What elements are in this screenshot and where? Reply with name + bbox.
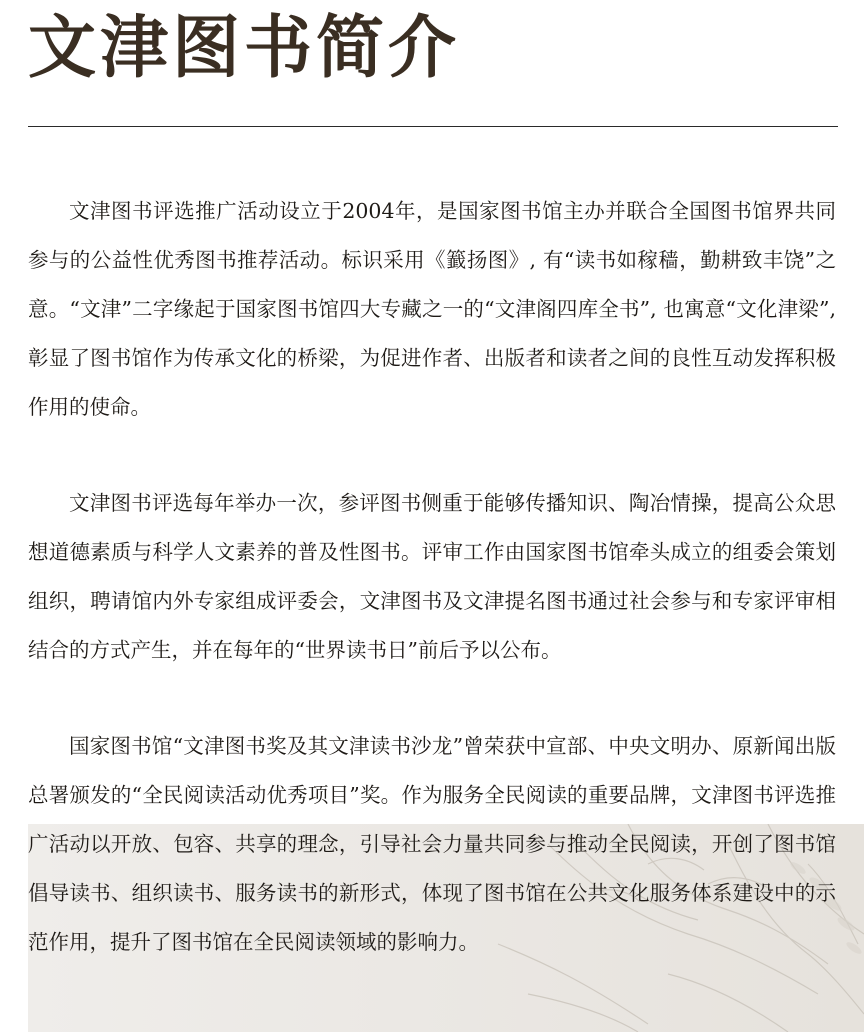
- intro-paragraph-1: 文津图书评选推广活动设立于2004年，是国家图书馆主办并联合全国图书馆界共同参与的公益性优秀图书推荐活动。标识采用《籖扬图》, 有“读书如稼穑，勤耕致丰饶”之意。“文津”二字缘起于国家图书馆四大专藏之一的“文津阁四库全书”, 也寓意“文化津梁”, 彰显了图书馆作为传承文化的桥梁，为促进作者、出版者和读者之间的良性互动发挥积极作用的使命。: [28, 199, 836, 419]
- intro-paragraph-2: 文津图书评选每年举办一次，参评图书侧重于能够传播知识、陶冶情操，提高公众思想道德素质与科学人文素养的普及性图书。评审工作由国家图书馆牵头成立的组委会策划组织，聘请馆内外专家组成评委会，文津图书及文津提名图书通过社会参与和专家评审相结合的方式产生，并在每年的“世界读书日”前后予以公布。: [28, 491, 836, 662]
- title-divider: [28, 126, 838, 127]
- intro-content: [28, 187, 836, 967]
- page-title: 文津图书简介: [28, 8, 461, 88]
- intro-paragraph-3: 国家图书馆“文津图书奖及其文津读书沙龙”曾荣获中宣部、中央文明办、原新闻出版总署颁发的“全民阅读活动优秀项目”奖。作为服务全民阅读的重要品牌，文津图书评选推广活动以开放、包容、共享的理念，引导社会力量共同参与推动全民阅读，开创了图书馆倡导读书、组织读书、服务读书的新形式，体现了图书馆在公共文化服务体系建设中的示范作用，提升了图书馆在全民阅读领域的影响力。: [28, 734, 836, 954]
